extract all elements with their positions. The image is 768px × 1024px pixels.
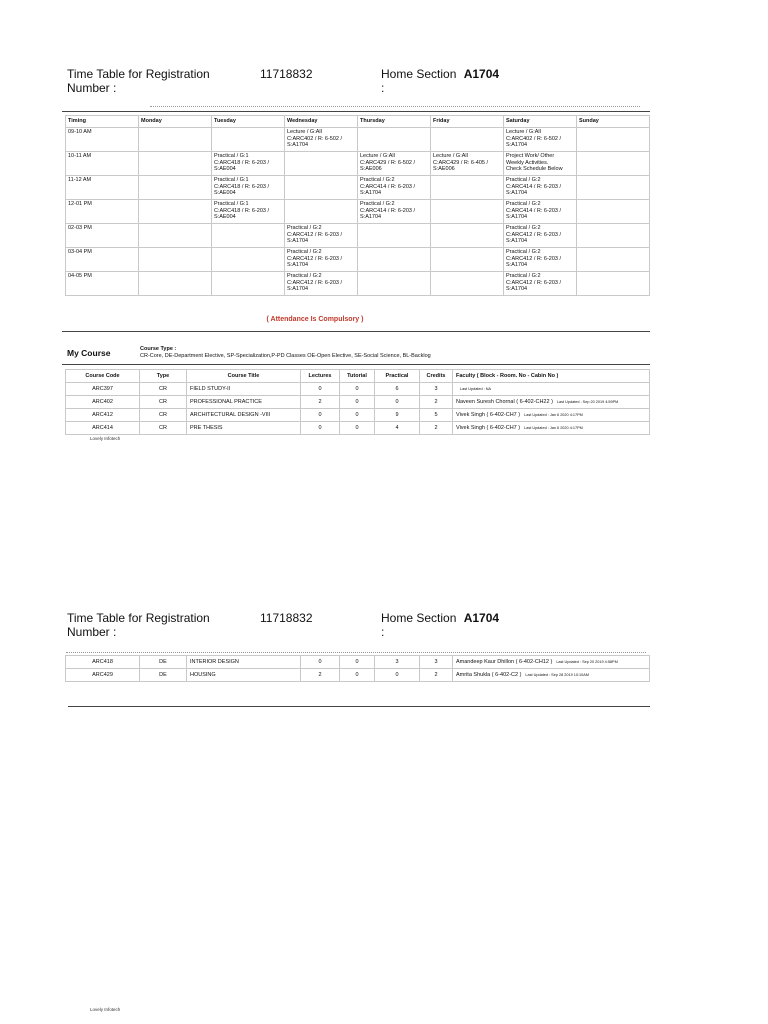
course-row xyxy=(66,422,650,435)
timetable-cell xyxy=(431,272,504,296)
course-title-cell: INTERIOR DESIGN xyxy=(187,656,301,669)
timetable-cell: Practical / G:2 C:ARC412 / R: 6-203 / S:A1704 xyxy=(285,248,358,272)
timetable-cell xyxy=(212,248,285,272)
timetable-cell: Practical / G:2 C:ARC414 / R: 6-203 / S:A1704 xyxy=(504,200,577,224)
course-credits-cell: 2 xyxy=(420,669,453,682)
timetable-cell xyxy=(212,224,285,248)
course-type-cell: CR xyxy=(140,383,187,396)
timetable-cell xyxy=(577,200,650,224)
timetable-cell: Practical / G:1 C:ARC418 / R: 6-203 / S:AE004 xyxy=(212,200,285,224)
course-lectures-cell: 0 xyxy=(301,422,340,435)
course-code-cell: ARC418 xyxy=(66,656,140,669)
timetable-row xyxy=(66,176,650,200)
course-title-cell: FIELD STUDY-II xyxy=(187,383,301,396)
timetable-cell: Lecture / G:All C:ARC402 / R: 6-502 / S:A1704 xyxy=(504,128,577,152)
timing-cell: 12-01 PM xyxy=(66,200,139,224)
timetable-cell: Practical / G:2 C:ARC414 / R: 6-203 / S:A1704 xyxy=(358,176,431,200)
col-header-lectures: Lectures xyxy=(301,370,340,383)
course-type-cell: CR xyxy=(140,409,187,422)
timetable-cell xyxy=(577,128,650,152)
course-type-cell: CR xyxy=(140,396,187,409)
last-updated: Last Updated : Sep 20 2019 4:58PM xyxy=(556,660,618,664)
page2-home-section-colon: : xyxy=(381,625,385,639)
timetable-cell: Project Work/ Other Weekly Activities. Check Schedule Below xyxy=(504,152,577,176)
timetable-header-row xyxy=(66,116,650,128)
col-header-type: Type xyxy=(140,370,187,383)
timetable-row xyxy=(66,272,650,296)
col-header-saturday: Saturday xyxy=(504,116,577,128)
timetable xyxy=(65,115,650,296)
course-row xyxy=(66,656,650,669)
home-section-value: A1704 xyxy=(463,67,500,81)
course-practical-cell: 3 xyxy=(375,656,420,669)
timetable-cell: Practical / G:2 C:ARC414 / R: 6-203 / S:A1704 xyxy=(358,200,431,224)
course-lectures-cell: 2 xyxy=(301,669,340,682)
course-table xyxy=(65,369,650,435)
course-code-cell: ARC429 xyxy=(66,669,140,682)
timetable-cell xyxy=(139,176,212,200)
timetable-cell xyxy=(358,128,431,152)
course-lectures-cell: 2 xyxy=(301,396,340,409)
section-rule-top xyxy=(62,331,650,332)
course-faculty-cell xyxy=(453,409,650,422)
course-faculty-cell xyxy=(453,669,650,682)
page2-rule xyxy=(68,706,650,707)
timing-cell: 04-05 PM xyxy=(66,272,139,296)
col-header-monday: Monday xyxy=(139,116,212,128)
course-title-cell: PROFESSIONAL PRACTICE xyxy=(187,396,301,409)
page2-footer-brand: Lovely Infotech xyxy=(90,1007,121,1012)
course-faculty-cell xyxy=(453,396,650,409)
timetable-cell: Lecture / G:All C:ARC402 / R: 6-502 / S:A1704 xyxy=(285,128,358,152)
course-row xyxy=(66,409,650,422)
my-course-label: My Course xyxy=(67,348,111,358)
timetable-cell xyxy=(358,224,431,248)
course-credits-cell: 2 xyxy=(420,422,453,435)
course-practical-cell: 6 xyxy=(375,383,420,396)
registration-number: 11718832 xyxy=(260,67,313,81)
course-header-row xyxy=(66,370,650,383)
course-credits-cell: 3 xyxy=(420,656,453,669)
course-tutorial-cell: 0 xyxy=(340,422,375,435)
timing-cell: 02-03 PM xyxy=(66,224,139,248)
timetable-cell xyxy=(139,152,212,176)
timetable-cell xyxy=(358,248,431,272)
faculty-name: Vivek Singh ( 6-402-CH7 ) xyxy=(456,425,521,431)
col-header-friday: Friday xyxy=(431,116,504,128)
timetable-cell xyxy=(285,152,358,176)
timing-cell: 03-04 PM xyxy=(66,248,139,272)
timetable-cell xyxy=(212,128,285,152)
course-tutorial-cell: 0 xyxy=(340,396,375,409)
col-header-tuesday: Tuesday xyxy=(212,116,285,128)
course-tutorial-cell: 0 xyxy=(340,383,375,396)
course-type-cell: DE xyxy=(140,656,187,669)
last-updated: Last Updated : Sep 28 2019 10:10AM xyxy=(525,673,589,677)
course-practical-cell: 9 xyxy=(375,409,420,422)
section-rule-bottom xyxy=(62,364,650,365)
timetable-cell xyxy=(577,272,650,296)
faculty-name: Amandeep Kaur Dhillon ( 6-402-CH12 ) xyxy=(456,659,553,665)
course-code-cell: ARC412 xyxy=(66,409,140,422)
course-code-cell: ARC414 xyxy=(66,422,140,435)
timing-cell: 10-11 AM xyxy=(66,152,139,176)
col-header-course-title: Course Title xyxy=(187,370,301,383)
timetable-cell xyxy=(577,152,650,176)
timetable-cell xyxy=(431,224,504,248)
timetable-cell: Practical / G:2 C:ARC412 / R: 6-203 / S:A1704 xyxy=(504,224,577,248)
course-lectures-cell: 0 xyxy=(301,409,340,422)
course-faculty-cell xyxy=(453,422,650,435)
home-section-label: Home Section xyxy=(381,67,457,81)
footer-brand: Lovely Infotech xyxy=(90,436,121,441)
timetable-cell: Practical / G:1 C:ARC418 / R: 6-203 / S:AE004 xyxy=(212,176,285,200)
cut-divider xyxy=(150,106,640,109)
course-title-cell: PRE THESIS xyxy=(187,422,301,435)
timetable-cell xyxy=(139,272,212,296)
course-practical-cell: 4 xyxy=(375,422,420,435)
course-tutorial-cell: 0 xyxy=(340,669,375,682)
timetable-row xyxy=(66,152,650,176)
course-row xyxy=(66,396,650,409)
course-faculty-cell xyxy=(453,656,650,669)
page-title xyxy=(67,67,210,95)
timetable-cell xyxy=(431,176,504,200)
home-section-colon: : xyxy=(381,81,385,95)
page2-home-section xyxy=(381,611,499,639)
page2-title xyxy=(67,611,210,639)
page2-home-section-value: A1704 xyxy=(463,611,500,625)
course-row xyxy=(66,383,650,396)
timetable-cell xyxy=(358,272,431,296)
timetable-row xyxy=(66,128,650,152)
timetable-cell: Lecture / G:All C:ARC429 / R: 6-502 / S:AE006 xyxy=(358,152,431,176)
course-type-legend: CR-Core, DE-Department Elective, SP-Specialization,P-PD Classes OE-Open Elective, SE-Social Science, BL-Backlog xyxy=(140,353,431,359)
page2-title-line-1: Time Table for Registration xyxy=(67,611,210,625)
course-credits-cell: 5 xyxy=(420,409,453,422)
timetable-cell xyxy=(431,248,504,272)
col-header-tutorial: Tutorial xyxy=(340,370,375,383)
last-updated: Last Updated : Jan 6 2020 4:17PM xyxy=(524,413,583,417)
page2-title-line-2: Number : xyxy=(67,625,117,639)
course-lectures-cell: 0 xyxy=(301,383,340,396)
course-type-label: Course Type : xyxy=(140,346,177,352)
course-credits-cell: 2 xyxy=(420,396,453,409)
faculty-name: Amrita Shukla ( 6-402-C2 ) xyxy=(456,672,522,678)
course-row xyxy=(66,669,650,682)
course-credits-cell: 3 xyxy=(420,383,453,396)
header-rule xyxy=(62,111,650,112)
faculty-name: Vivek Singh ( 6-402-CH7 ) xyxy=(456,412,521,418)
last-updated: Last Updated : NA xyxy=(460,387,492,391)
page2-registration-number: 11718832 xyxy=(260,611,313,625)
timing-cell: 11-12 AM xyxy=(66,176,139,200)
course-table-continued xyxy=(65,655,650,682)
timetable-cell xyxy=(577,224,650,248)
title-line-2: Number : xyxy=(67,81,117,95)
course-type-cell: CR xyxy=(140,422,187,435)
col-header-course-code: Course Code xyxy=(66,370,140,383)
course-faculty-cell xyxy=(453,383,650,396)
timetable-row xyxy=(66,200,650,224)
course-code-cell: ARC402 xyxy=(66,396,140,409)
timetable-cell: Lecture / G:All C:ARC429 / R: 6-405 / S:AE006 xyxy=(431,152,504,176)
timetable-cell xyxy=(431,200,504,224)
col-header-faculty: Faculty ( Block - Room. No - Cabin No ) xyxy=(453,370,650,383)
col-header-sunday: Sunday xyxy=(577,116,650,128)
col-header-wednesday: Wednesday xyxy=(285,116,358,128)
timetable-cell xyxy=(139,248,212,272)
timetable-cell: Practical / G:2 C:ARC412 / R: 6-203 / S:A1704 xyxy=(285,224,358,248)
timetable-cell xyxy=(139,224,212,248)
course-practical-cell: 0 xyxy=(375,669,420,682)
timetable-cell xyxy=(431,128,504,152)
attendance-note: ( Attendance Is Compulsory ) xyxy=(266,316,364,323)
course-type-cell: DE xyxy=(140,669,187,682)
timetable-cell xyxy=(577,176,650,200)
col-header-credits: Credits xyxy=(420,370,453,383)
faculty-name: Naveen Suresh Chornal ( 6-402-CH22 ) xyxy=(456,399,553,405)
course-title-cell: ARCHITECTURAL DESIGN -VIII xyxy=(187,409,301,422)
course-practical-cell: 0 xyxy=(375,396,420,409)
timetable-cell: Practical / G:2 C:ARC412 / R: 6-203 / S:A1704 xyxy=(504,272,577,296)
timetable-cell: Practical / G:2 C:ARC412 / R: 6-203 / S:A1704 xyxy=(285,272,358,296)
timetable-row xyxy=(66,224,650,248)
title-line-1: Time Table for Registration xyxy=(67,67,210,81)
last-updated: Last Updated : Sep 20 2019 4:59PM xyxy=(556,400,619,404)
timetable-cell xyxy=(212,272,285,296)
timetable-cell xyxy=(139,200,212,224)
timetable-cell xyxy=(285,200,358,224)
home-section xyxy=(381,67,499,95)
timing-cell: 09-10 AM xyxy=(66,128,139,152)
course-title-cell: HOUSING xyxy=(187,669,301,682)
col-header-practical: Practical xyxy=(375,370,420,383)
col-header-thursday: Thursday xyxy=(358,116,431,128)
timetable-cell: Practical / G:2 C:ARC412 / R: 6-203 / S:A1704 xyxy=(504,248,577,272)
timetable-cell xyxy=(577,248,650,272)
timetable-cell: Practical / G:2 C:ARC414 / R: 6-203 / S:A1704 xyxy=(504,176,577,200)
course-lectures-cell: 0 xyxy=(301,656,340,669)
course-tutorial-cell: 0 xyxy=(340,409,375,422)
timetable-cell xyxy=(139,128,212,152)
course-tutorial-cell: 0 xyxy=(340,656,375,669)
timetable-row xyxy=(66,248,650,272)
page2-home-section-label: Home Section xyxy=(381,611,457,625)
last-updated: Last Updated : Jan 6 2020 4:17PM xyxy=(524,426,583,430)
course-code-cell: ARC397 xyxy=(66,383,140,396)
timetable-cell: Practical / G:1 C:ARC418 / R: 6-203 / S:AE004 xyxy=(212,152,285,176)
timetable-cell xyxy=(285,176,358,200)
col-header-timing: Timing xyxy=(66,116,139,128)
